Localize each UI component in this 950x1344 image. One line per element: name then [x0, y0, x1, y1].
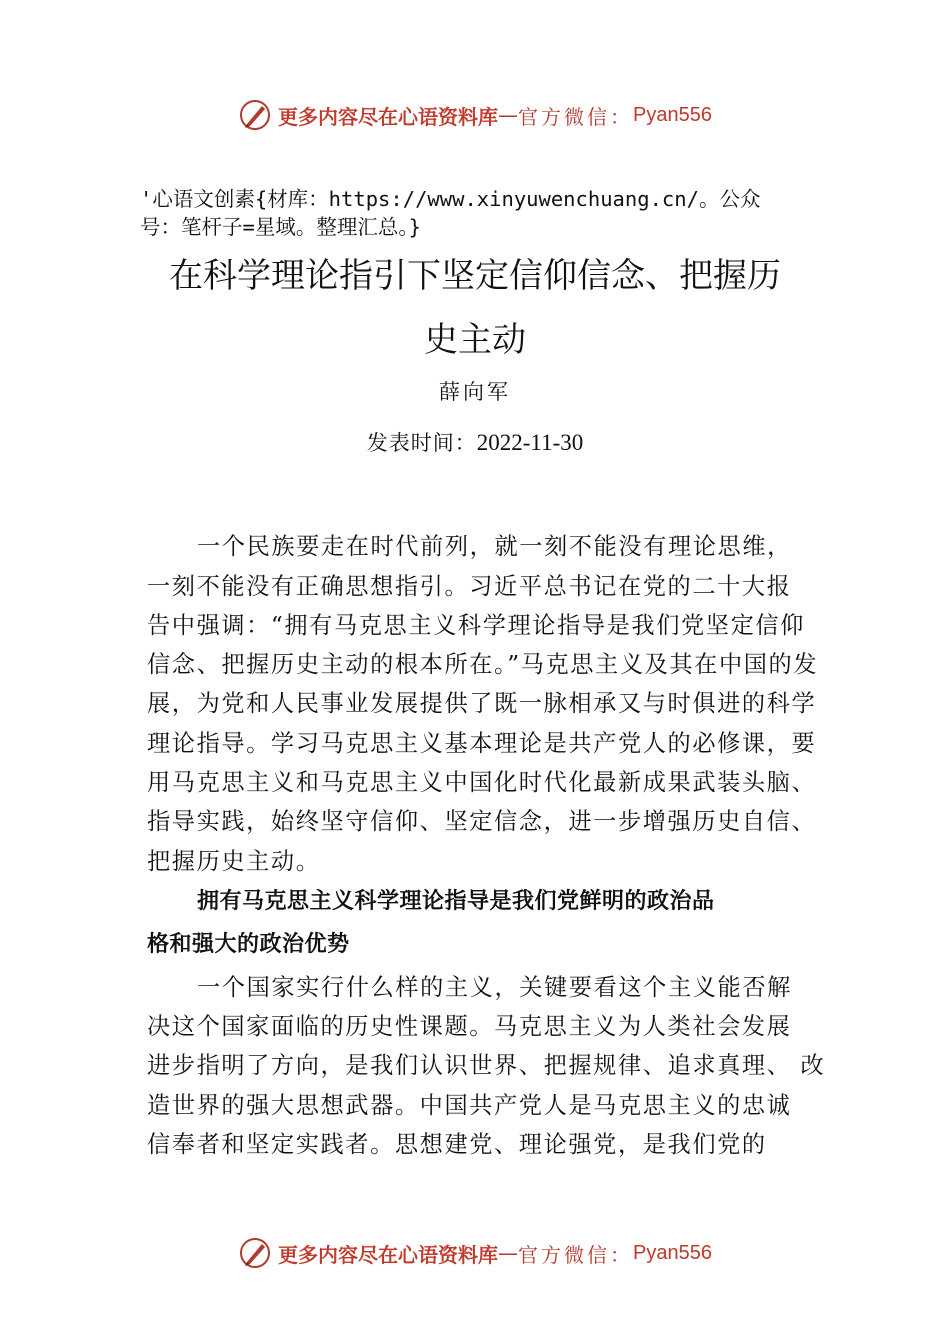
section-heading-line-1: 拥有马克思主义科学理论指导是我们党鲜明的政治品	[197, 889, 715, 914]
banner-wechat-id: Pyan556	[633, 103, 712, 126]
pen-logo-icon	[238, 98, 272, 132]
banner-wechat-label: 官方微信：	[518, 1242, 634, 1267]
publish-date-value: 2022-11-30	[476, 430, 584, 455]
paragraph-line: 一个民族要走在时代前列，就一刻不能没有理论思维，	[197, 533, 792, 560]
source-note-line-2: 号：笔杆子=星域。整理汇总。}	[140, 215, 421, 239]
article-title-line-1: 在科学理论指引下坚定信仰信念、把握历	[169, 256, 781, 296]
banner-wechat-id: Pyan556	[633, 1241, 712, 1264]
paragraph-line: 决这个国家面临的历史性课题。马克思主义为人类社会发展	[147, 1013, 792, 1040]
paragraph-line: 造世界的强大思想武器。中国共产党人是马克思主义的忠诚	[147, 1092, 792, 1119]
paragraph-line: 信念、把握历史主动的根本所在。”马克思主义及其在中国的发	[147, 651, 819, 678]
source-note	[140, 185, 840, 241]
paragraph-line: 告中强调：“拥有马克思主义科学理论指导是我们党坚定信仰	[147, 612, 805, 639]
banner-main-text: 更多内容尽在心语资料库	[278, 104, 499, 129]
section-heading-line-2: 格和强大的政治优势	[147, 932, 350, 957]
paragraph-line: 指导实践，始终坚守信仰、坚定信念，进一步增强历史自信、	[147, 808, 817, 835]
paragraph-line: 一个国家实行什么样的主义，关键要看这个主义能否解	[197, 974, 792, 1001]
source-note-line-1: '心语文创素{材库：https://www.xinyuwenchuang.cn/。公众	[140, 187, 761, 211]
paragraph-line: 展，为党和人民事业发展提供了既一脉相承又与时俱进的科学	[147, 690, 817, 717]
header-banner	[0, 95, 950, 135]
article-author: 薛向军	[439, 380, 511, 404]
banner-separator: —	[498, 1241, 519, 1265]
banner-separator: —	[498, 103, 519, 127]
paragraph-line: 信奉者和坚定实践者。思想建党、理论强党，是我们党的	[147, 1131, 767, 1158]
pen-logo-icon	[238, 1236, 272, 1270]
paragraph-line: 把握历史主动。	[147, 848, 321, 875]
footer-banner	[0, 1233, 950, 1273]
article-title-line-2: 史主动	[424, 320, 526, 360]
publish-date	[0, 427, 950, 457]
paragraph-line: 用马克思主义和马克思主义中国化时代化最新成果武装头脑、	[147, 769, 817, 796]
paragraph-line: 一刻不能没有正确思想指引。习近平总书记在党的二十大报	[147, 573, 792, 600]
paragraph-line: 理论指导。学习马克思主义基本理论是共产党人的必修课，要	[147, 730, 817, 757]
banner-wechat-label: 官方微信：	[518, 104, 634, 129]
banner-main-text: 更多内容尽在心语资料库	[278, 1242, 499, 1267]
publish-date-label: 发表时间：	[366, 431, 477, 455]
paragraph-line: 进步指明了方向，是我们认识世界、把握规律、追求真理、 改	[147, 1052, 826, 1079]
